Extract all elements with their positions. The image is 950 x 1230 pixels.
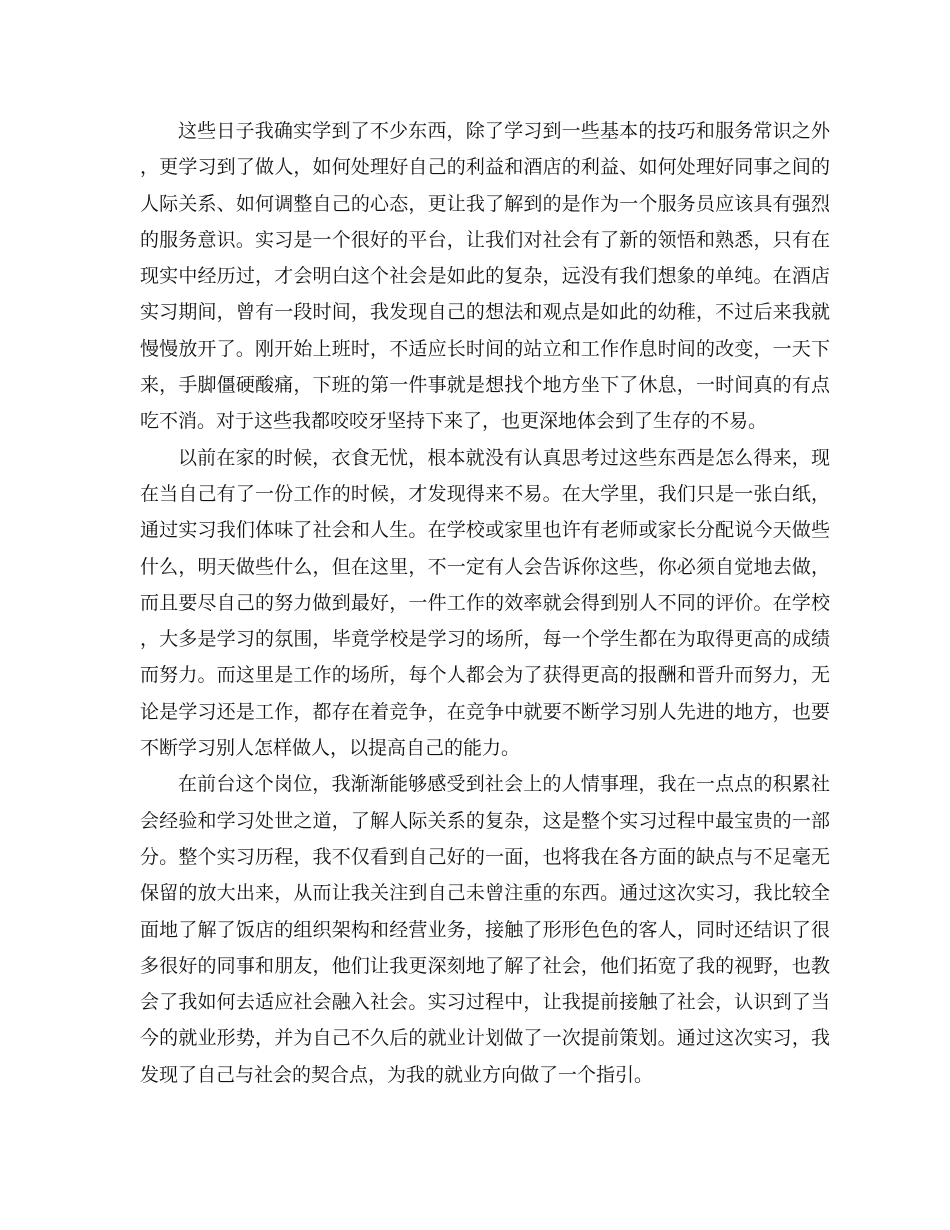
paragraph: 以前在家的时候，衣食无忧，根本就没有认真思考过这些东西是怎么得来，现在当自己有了一份工作的时候，才发现得来不易。在大学里，我们只是一张白纸，通过实习我们体味了社会和人生。在学校或家里也许有老师或家长分配说今天做些什么，明天做些什么，但在这里，不一定有人会告诉你这些，你必须自觉地去做，而且要尽自己的努力做到最好，一件工作的效率就会得到别人不同的评价。在学校，大多是学习的氛围，毕竟学校是学习的场所，每一个学生都在为取得更高的成绩而努力。而这里是工作的场所，每个人都会为了获得更高的报酬和晋升而努力，无论是学习还是工作，都存在着竞争，在竞争中就要不断学习别人先进的地方，也要不断学习别人怎样做人，以提高自己的能力。 — [140, 446, 830, 760]
paragraph: 这些日子我确实学到了不少东西，除了学习到一些基本的技巧和服务常识之外，更学习到了做人，如何处理好自己的利益和酒店的利益、如何处理好同事之间的人际关系、如何调整自己的心态，更让我了解到的是作为一个服务员应该具有强烈的服务意识。实习是一个很好的平台，让我们对社会有了新的领悟和熟悉，只有在现实中经历过，才会明白这个社会是如此的复杂，远没有我们想象的单纯。在酒店实习期间，曾有一段时间，我发现自己的想法和观点是如此的幼稚，不过后来我就慢慢放开了。刚开始上班时，不适应长时间的站立和工作作息时间的改变，一天下来，手脚僵硬酸痛，下班的第一件事就是想找个地方坐下了休息，一时间真的有点吃不消。对于这些我都咬咬牙坚持下来了，也更深地体会到了生存的不易。 — [140, 120, 830, 433]
document-body — [140, 113, 830, 1093]
paragraph: 在前台这个岗位，我渐渐能够感受到社会上的人情事理，我在一点点的积累社会经验和学习处世之道，了解人际关系的复杂，这是整个实习过程中最宝贵的一部分。整个实习历程，我不仅看到自己好的一面，也将我在各方面的缺点与不足毫无保留的放大出来，从而让我关注到自己未曾注重的东西。通过这次实习，我比较全面地了解了饭店的组织架构和经营业务，接触了形形色色的客人，同时还结识了很多很好的同事和朋友，他们让我更深刻地了解了社会，他们拓宽了我的视野，也教会了我如何去适应社会融入社会。实习过程中，让我提前接触了社会，认识到了当今的就业形势，并为自己不久后的就业计划做了一次提前策划。通过这次实习，我发现了自己与社会的契合点，为我的就业方向做了一个指引。 — [140, 773, 830, 1086]
